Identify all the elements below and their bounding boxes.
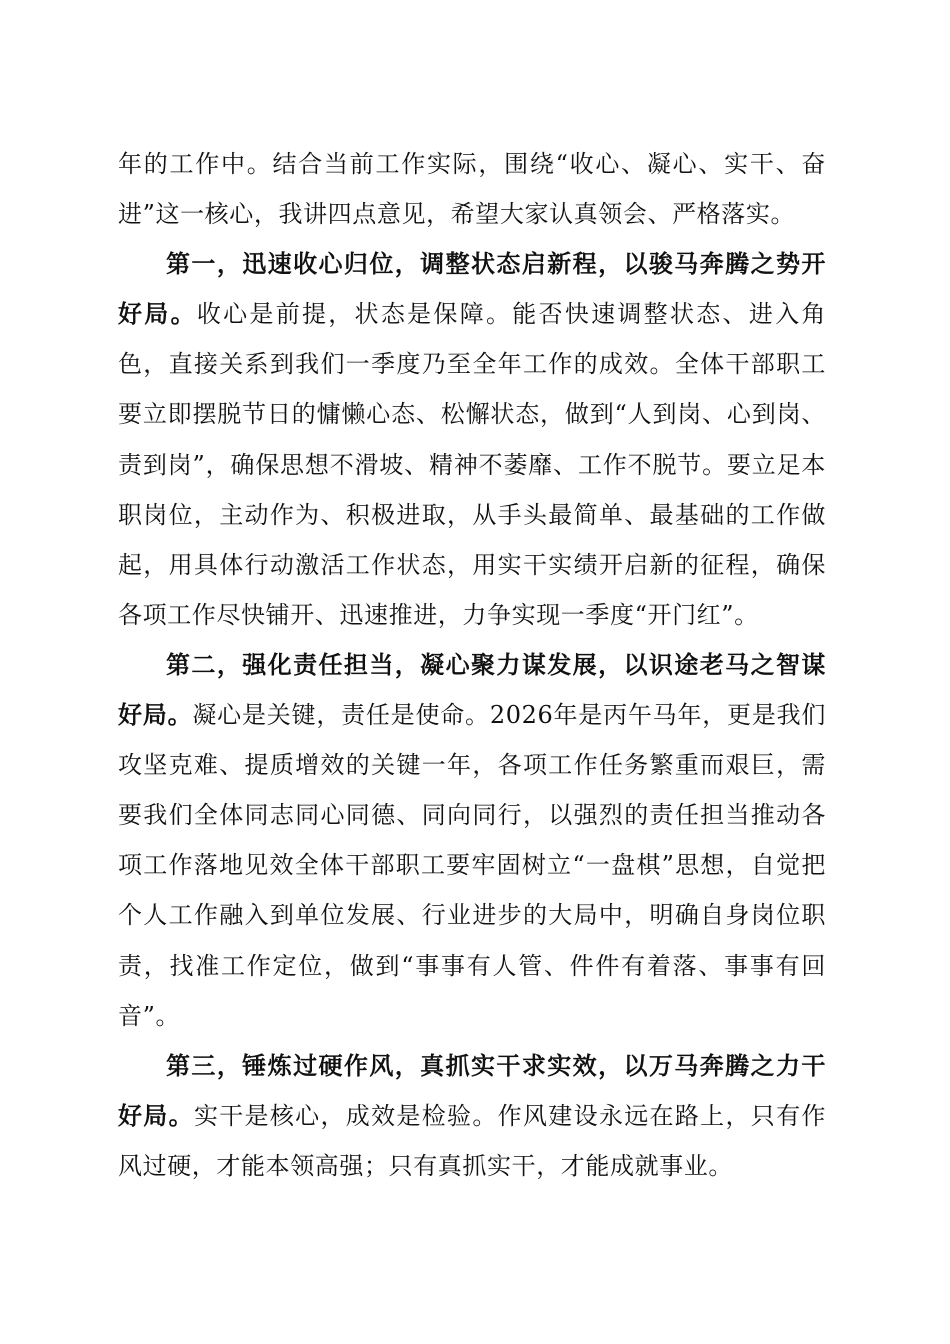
paragraph-text: 年的工作中。结合当前工作实际，围绕“收心、凝心、实干、奋进”这一核心，我讲四点意见，希望大家认真领会、严格落实。	[118, 150, 826, 229]
paragraph-heading: 第二，强化责任担当，凝心聚力谋发展，以识途老马之智谋好局。	[118, 649, 826, 730]
paragraph-text: 收心是前提，状态是保障。能否快速调整状态、进入角色，直接关系到我们一季度乃至全年工作的成效。全体干部职工要立即摆脱节日的慵懒心态、松懈状态，做到“人到岗、心到岗、责到岗”，确保思想不滑坡、精神不萎靡、工作不脱节。要立足本职岗位，主动作为、积极进取，从手头最简单、最基础的工作做起，用具体行动激活工作状态，用实干实绩开启新的征程，确保各项工作尽快铺开、迅速推进，力争实现一季度“开门红”。	[118, 300, 826, 629]
paragraph-point-one	[118, 239, 826, 640]
paragraph-heading: 第三，锤炼过硬作风，真抓实干求实效，以万马奔腾之力干好局。	[118, 1050, 826, 1130]
paragraph-text: 凝心是关键，责任是使命。2026年是丙午马年，更是我们攻坚克难、提质增效的关键一年，各项工作任务繁重而艰巨，需要我们全体同志同心同德、同向同行，以强烈的责任担当推动各项工作落地见效全体干部职工要牢固树立“一盘棋”思想，自觉把个人工作融入到单位发展、行业进步的大局中，明确自身岗位职责，找准工作定位，做到“事事有人管、件件有着落、事事有回音”。	[118, 701, 826, 1030]
paragraph-point-three	[118, 1041, 826, 1191]
document-body	[118, 139, 826, 1191]
paragraph-text: 实干是核心，成效是检验。作风建设永远在路上，只有作风过硬，才能本领高强；只有真抓实干，才能成就事业。	[118, 1101, 826, 1180]
paragraph-point-two	[118, 640, 826, 1041]
paragraph-continuation	[118, 139, 826, 239]
paragraph-heading: 第一，迅速收心归位，调整状态启新程，以骏马奔腾之势开好局。	[118, 249, 826, 329]
